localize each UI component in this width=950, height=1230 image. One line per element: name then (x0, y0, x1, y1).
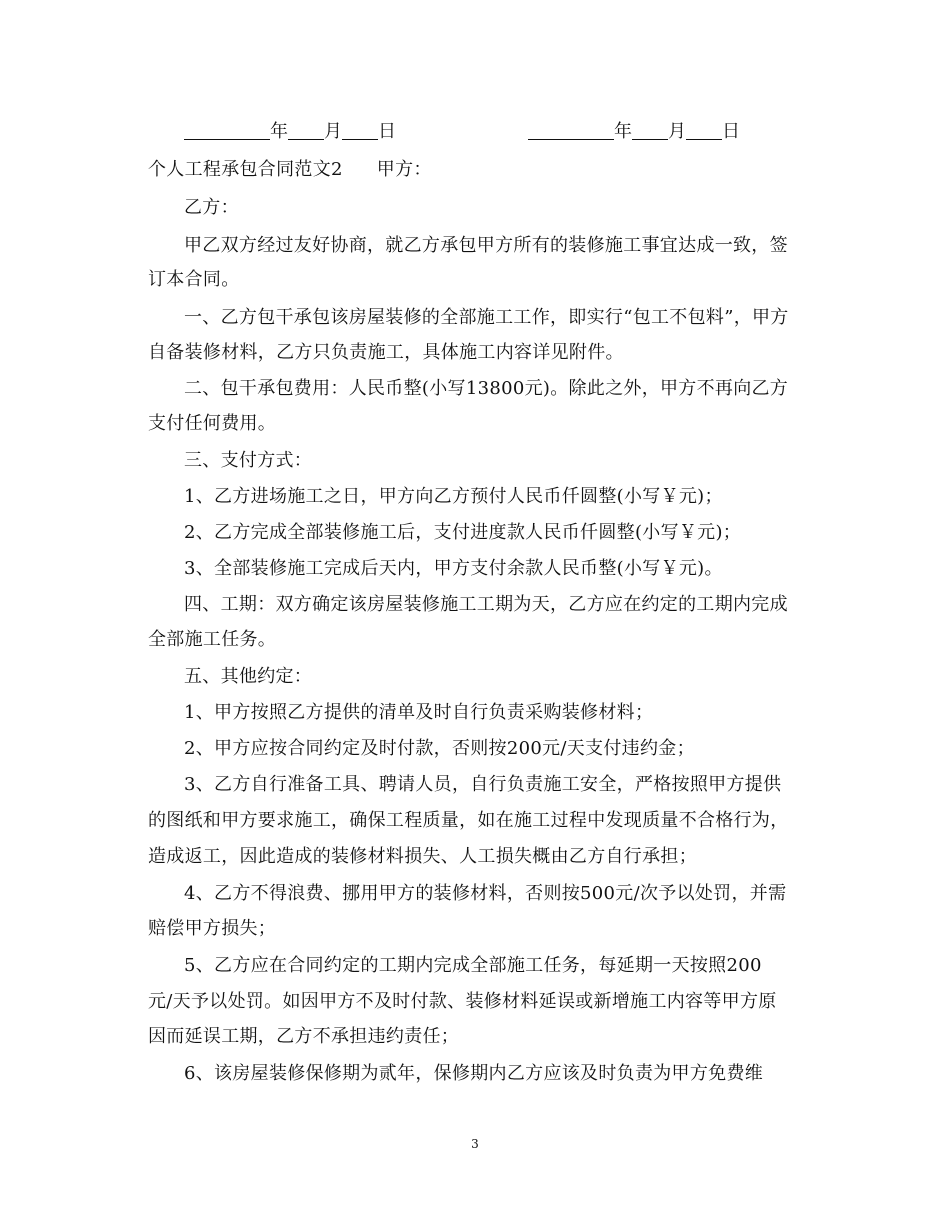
day-label: 日 (722, 121, 740, 142)
paragraph-line: 5、乙方应在合同约定的工期内完成全部施工任务，每延期一天按照200 (184, 955, 762, 976)
year-blank (184, 121, 270, 140)
year-label: 年 (614, 121, 632, 142)
paragraph-line: 自备装修材料，乙方只负责施工，具体施工内容详见附件。 (148, 342, 624, 363)
paragraph-line: 元/天予以处罚。如因甲方不及时付款、装修材料延误或新增施工内容等甲方原 (148, 991, 777, 1012)
year-blank (528, 121, 614, 140)
month-label: 月 (324, 121, 342, 142)
section-heading: 三、支付方式： (184, 450, 313, 471)
date-line-left (184, 120, 396, 144)
paragraph-line: 全部施工任务。 (148, 629, 277, 650)
contract-title: 个人工程承包合同范文2 (148, 159, 343, 180)
paragraph-line: 甲乙双方经过友好协商，就乙方承包甲方所有的装修施工事宜达成一致，签 (184, 235, 788, 256)
paragraph-line: 一、乙方包干承包该房屋装修的全部施工工作，即实行“包工不包料”，甲方 (184, 307, 789, 328)
paragraph-line: 因而延误工期，乙方不承担违约责任； (148, 1026, 460, 1047)
paragraph-line: 赔偿甲方损失； (148, 918, 277, 939)
paragraph-line: 1、甲方按照乙方提供的清单及时自行负责采购装修材料； (184, 702, 654, 723)
paragraph-line: 造成返工，因此造成的装修材料损失、人工损失概由乙方自行承担； (148, 846, 697, 867)
date-line-right (528, 120, 740, 144)
month-label: 月 (668, 121, 686, 142)
day-blank (686, 121, 722, 140)
party-a-label: 甲方： (376, 159, 432, 180)
page-number: 3 (471, 1137, 479, 1151)
paragraph-line: 2、乙方完成全部装修施工后，支付进度款人民币仟圆整(小写￥元)； (184, 522, 742, 543)
party-b-label: 乙方： (184, 197, 239, 218)
paragraph-line: 1、乙方进场施工之日，甲方向乙方预付人民币仟圆整(小写￥元)； (184, 486, 723, 507)
day-label: 日 (378, 121, 396, 142)
paragraph-line: 四、工期：双方确定该房屋装修施工工期为天，乙方应在约定的工期内完成 (184, 594, 788, 615)
paragraph-line: 二、包干承包费用：人民币整(小写13800元)。除此之外，甲方不再向乙方 (184, 378, 789, 399)
month-blank (632, 121, 668, 140)
paragraph-line: 支付任何费用。 (148, 413, 277, 434)
paragraph-line: 4、乙方不得浪费、挪用甲方的装修材料，否则按500元/次予以处罚，并需 (184, 883, 787, 904)
paragraph-line: 2、甲方应按合同约定及时付款，否则按200元/天支付违约金； (184, 738, 695, 759)
paragraph-line: 6、该房屋装修保修期为贰年，保修期内乙方应该及时负责为甲方免费维 (184, 1063, 764, 1084)
paragraph-line: 订本合同。 (148, 269, 240, 290)
day-blank (342, 121, 378, 140)
paragraph-line: 3、全部装修施工完成后天内，甲方支付余款人民币整(小写￥元)。 (184, 558, 723, 579)
paragraph-line: 3、乙方自行准备工具、聘请人员，自行负责施工安全，严格按照甲方提供 (184, 774, 782, 795)
contract-title-line (148, 158, 432, 182)
year-label: 年 (270, 121, 288, 142)
paragraph-line: 的图纸和甲方要求施工，确保工程质量，如在施工过程中发现质量不合格行为， (148, 810, 789, 831)
section-heading: 五、其他约定： (184, 666, 313, 687)
month-blank (288, 121, 324, 140)
